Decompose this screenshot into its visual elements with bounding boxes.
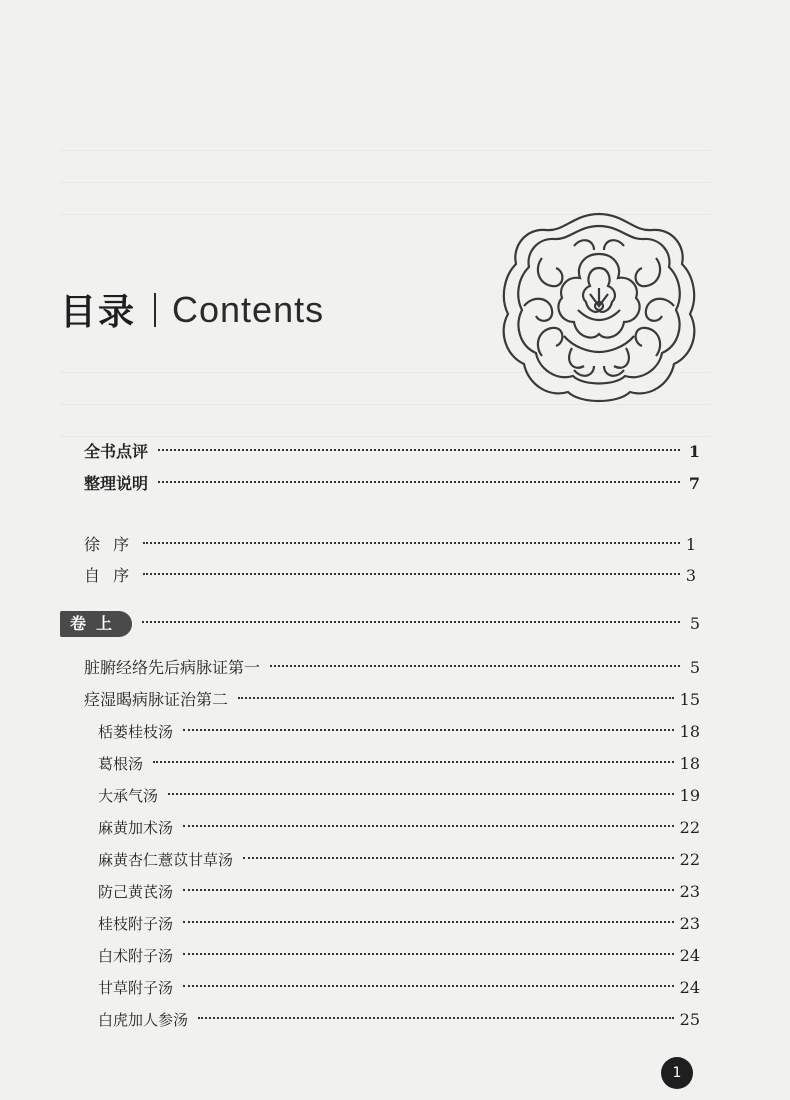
dot-leader — [183, 889, 674, 891]
toc-entry[interactable] — [84, 562, 700, 590]
title-chinese: 目录 — [60, 292, 137, 333]
dot-leader — [183, 729, 674, 731]
toc-entry-label: 麻黄杏仁薏苡甘草汤 — [98, 851, 234, 869]
toc-item-entry[interactable] — [98, 846, 700, 874]
dot-leader — [183, 921, 674, 923]
toc-entry-page: 24 — [679, 946, 700, 965]
toc-entry-page: 22 — [679, 818, 700, 837]
toc-entry-page: 23 — [679, 882, 700, 901]
toc-item-entry[interactable] — [98, 782, 700, 810]
bleed-through-line — [60, 436, 710, 437]
toc-entry-page: 5 — [689, 658, 700, 677]
toc-entry-label: 大承气汤 — [98, 787, 159, 805]
toc-entry-page: 1 — [688, 442, 700, 461]
toc-entry-page: 18 — [679, 722, 700, 741]
toc-entry[interactable] — [84, 438, 700, 466]
toc-item-entry[interactable] — [98, 1006, 700, 1034]
toc-entry-page: 25 — [679, 1010, 700, 1029]
dot-leader — [198, 1017, 674, 1019]
toc-chapter-entry[interactable] — [84, 686, 700, 714]
bleed-through-line — [60, 182, 710, 183]
toc-entry-page: 22 — [679, 850, 700, 869]
dot-leader — [183, 985, 674, 987]
toc-item-entry[interactable] — [98, 814, 700, 842]
dot-leader — [142, 621, 680, 623]
dot-leader — [168, 793, 674, 795]
page-number-badge: 1 — [661, 1057, 693, 1089]
toc-entry[interactable] — [84, 470, 700, 498]
title-separator — [154, 293, 156, 327]
toc-entry-label: 葛根汤 — [98, 755, 144, 773]
page-title — [60, 284, 324, 335]
dot-leader — [153, 761, 674, 763]
volume-badge: 卷上 — [60, 611, 132, 637]
dot-leader — [183, 825, 674, 827]
toc-entry-page: 5 — [689, 614, 700, 633]
toc-item-entry[interactable] — [98, 750, 700, 778]
dot-leader — [270, 665, 680, 667]
dot-leader — [158, 449, 680, 451]
toc-entry-page: 18 — [679, 754, 700, 773]
dot-leader — [143, 542, 680, 544]
dot-leader — [143, 573, 680, 575]
toc-entry-label: 痉湿暍病脉证治第二 — [84, 690, 229, 709]
toc-item-entry[interactable] — [98, 718, 700, 746]
dot-leader — [183, 953, 674, 955]
toc-entry-label: 白术附子汤 — [98, 947, 174, 965]
toc-entry-page: 23 — [679, 914, 700, 933]
title-english: Contents — [172, 288, 325, 330]
toc-item-entry[interactable] — [98, 878, 700, 906]
toc-volume-entry[interactable] — [60, 610, 700, 638]
toc-entry-page: 3 — [685, 566, 700, 585]
dot-leader — [238, 697, 674, 699]
toc-item-entry[interactable] — [98, 974, 700, 1002]
toc-entry-page: 1 — [685, 535, 700, 554]
toc-entry-label: 白虎加人参汤 — [98, 1011, 189, 1029]
toc-entry-page: 19 — [679, 786, 700, 805]
toc-entry-label: 防己黄芪汤 — [98, 883, 174, 901]
bleed-through-line — [60, 150, 710, 151]
toc-entry-label: 自 序 — [84, 566, 134, 585]
toc-entry-label: 脏腑经络先后病脉证第一 — [84, 658, 261, 677]
toc-entry[interactable] — [84, 531, 700, 559]
toc-entry-label: 徐 序 — [84, 535, 134, 554]
toc-entry-label: 栝蒌桂枝汤 — [98, 723, 174, 741]
toc-entry-page: 24 — [679, 978, 700, 997]
toc-chapter-entry[interactable] — [84, 654, 700, 682]
toc-entry-label: 整理说明 — [84, 474, 149, 493]
dot-leader — [243, 857, 674, 859]
peony-medallion-icon — [494, 206, 704, 406]
toc-entry-label: 桂枝附子汤 — [98, 915, 174, 933]
toc-entry-label: 麻黄加术汤 — [98, 819, 174, 837]
toc-entry-page: 7 — [688, 474, 700, 493]
toc-entry-label: 全书点评 — [84, 442, 149, 461]
toc-item-entry[interactable] — [98, 910, 700, 938]
toc-entry-label: 甘草附子汤 — [98, 979, 174, 997]
toc-item-entry[interactable] — [98, 942, 700, 970]
toc-entry-page: 15 — [679, 690, 700, 709]
dot-leader — [158, 481, 680, 483]
